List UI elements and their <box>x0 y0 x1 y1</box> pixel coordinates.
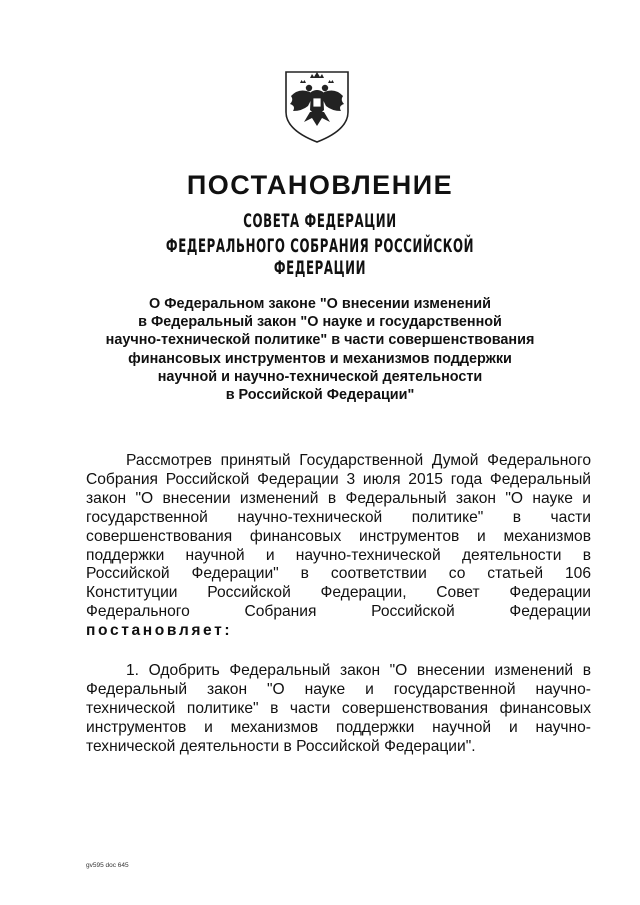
title-line: в Российской Федерации" <box>225 387 415 404</box>
item-1-line: технической деятельности в Российской Федерации". <box>86 737 476 755</box>
coat-of-arms-icon <box>278 66 356 144</box>
item-1-line: технической политике" в части совершенствования финансовых <box>86 699 591 717</box>
resolves-word: постановляет: <box>86 622 233 640</box>
title-line: в Федеральный закон "О науке и государственной <box>138 314 502 331</box>
preamble-line: Собрания Российской Федерации 3 июля 2015 года Федеральный <box>86 470 591 488</box>
preamble-line: Конституции Российской Федерации, Совет Федерации <box>86 584 591 602</box>
title-line: О Федеральном законе "О внесении изменений <box>149 296 491 312</box>
title-line: научно-технической политике" в части совершенствования <box>105 332 535 349</box>
item-1-line: Федеральный закон "О науке и государственной научно- <box>86 680 591 698</box>
title-line: научной и научно-технической деятельности <box>157 368 483 385</box>
preamble-line: поддержки научной и научно-технической деятельности в <box>86 546 591 564</box>
title-line: финансовых инструментов и механизмов поддержки <box>128 350 512 367</box>
document-type: ПОСТАНОВЛЕНИЕ <box>186 170 454 200</box>
preamble-line: государственной научно-технической политике" в части <box>86 508 591 526</box>
preamble-line: Рассмотрев принятый Государственной Думой Федерального <box>126 452 591 469</box>
preamble-line: Федерального Собрания Российской Федерации <box>86 603 591 621</box>
issuer-line-1: СОВЕТА ФЕДЕРАЦИИ <box>243 210 397 232</box>
preamble-line: закон "О внесении изменений в Федеральный закон "О науке и <box>86 489 591 507</box>
preamble-line: Российской Федерации" в соответствии со статьей 106 <box>86 565 591 583</box>
preamble-line: совершенствования финансовых инструментов и механизмов <box>86 527 591 545</box>
item-1-line: 1. Одобрить Федеральный закон "О внесении изменений в <box>126 662 591 679</box>
item-1-line: инструментов и механизмов поддержки научной и научно- <box>86 718 591 736</box>
preamble-paragraph <box>86 452 591 641</box>
document-title <box>80 295 560 404</box>
issuer-line-2: ФЕДЕРАЛЬНОГО СОБРАНИЯ РОССИЙСКОЙ ФЕДЕРАЦИИ <box>165 235 475 279</box>
item-1-paragraph <box>86 662 591 757</box>
footer-reference: gv595 doc 645 <box>86 862 129 869</box>
